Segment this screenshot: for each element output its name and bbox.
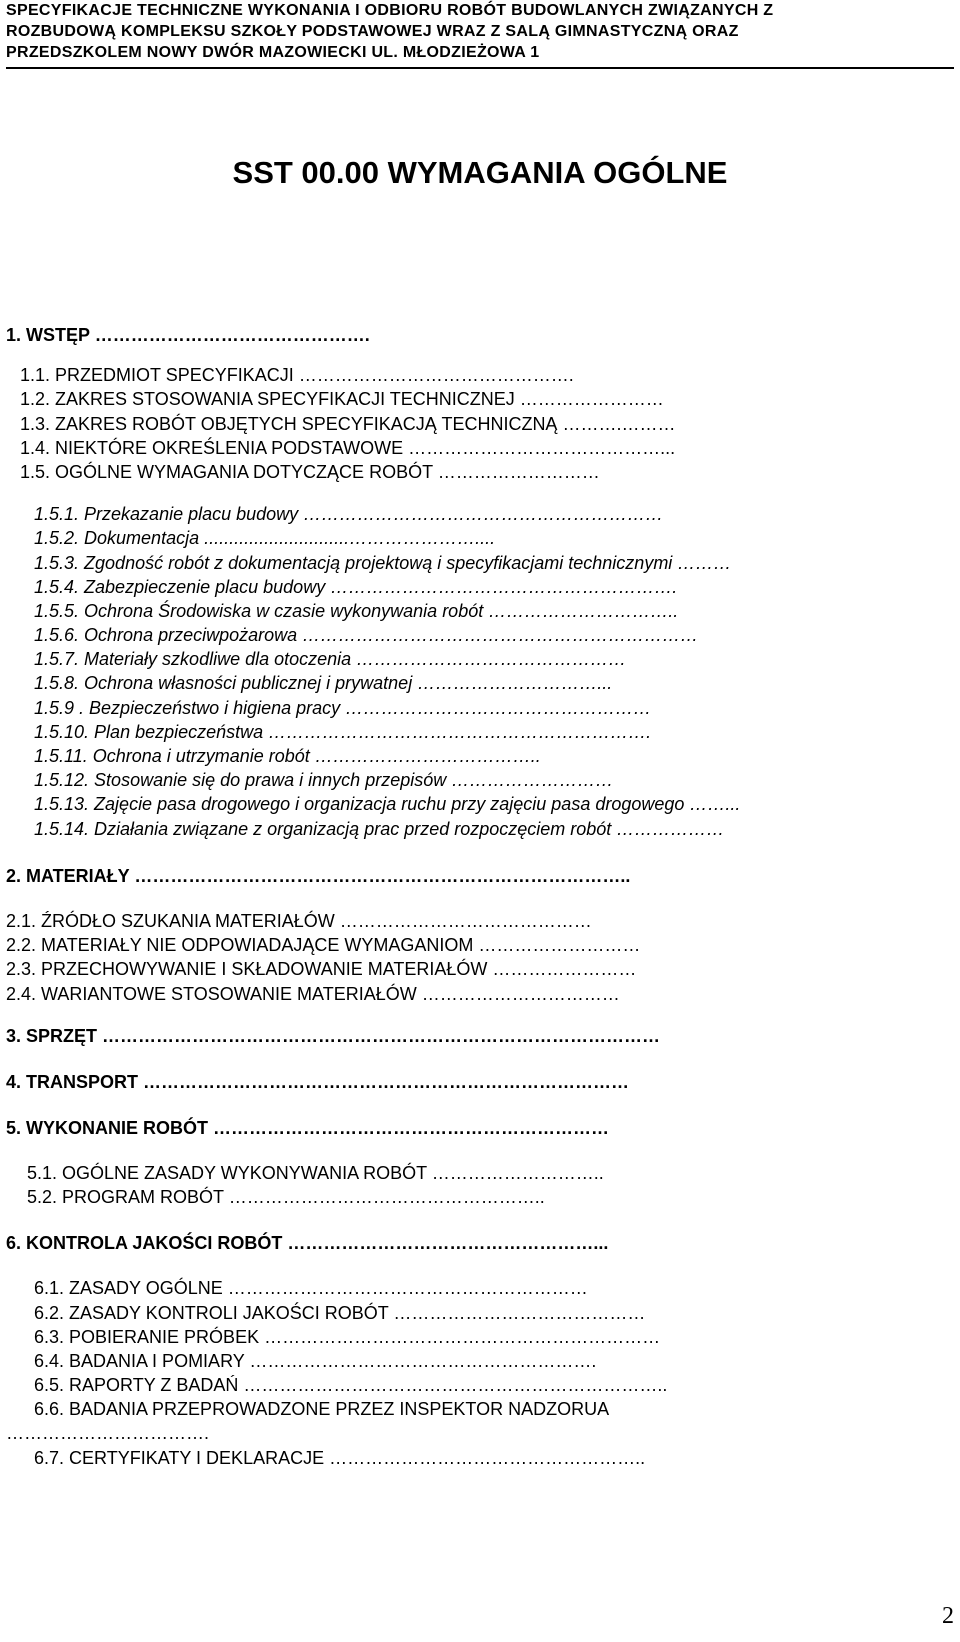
page-title: SST 00.00 WYMAGANIA OGÓLNE — [232, 155, 728, 190]
toc-entry: 2.1. ŹRÓDŁO SZUKANIA MATERIAŁÓW …………………………………… — [6, 911, 592, 931]
toc-entry: 1.4. NIEKTÓRE OKREŚLENIA PODSTAWOWE ……………………………………... — [20, 438, 676, 458]
toc-entry: 1.5.2. Dokumentacja .............................………………….... — [34, 528, 496, 548]
document-header — [6, 0, 954, 69]
toc-entry: ……………………………. — [6, 1423, 210, 1443]
toc-entry: 5. WYKONANIE ROBÓT ………………………………………………………… — [6, 1118, 610, 1138]
toc-entry: 2.3. PRZECHOWYWANIE I SKŁADOWANIE MATERIAŁÓW …………………… — [6, 959, 637, 979]
toc-entry: 2.2. MATERIAŁY NIE ODPOWIADAJĄCE WYMAGANIOM ……………………… — [6, 935, 641, 955]
toc-entry: 6.6. BADANIA PRZEPROWADZONE PRZEZ INSPEKTOR NADZORUA — [34, 1399, 610, 1419]
toc-entry: 1.5. OGÓLNE WYMAGANIA DOTYCZĄCE ROBÓT ……………………… — [20, 462, 600, 482]
toc-entry: 1.5.14. Działania związane z organizacją prac przed rozpoczęciem robót ……………… — [34, 819, 725, 839]
toc-entry: 5.2. PROGRAM ROBÓT …………………………………………….. — [27, 1187, 545, 1207]
toc-entry: 1.5.11. Ochrona i utrzymanie robót ……………………………….. — [34, 746, 541, 766]
toc-entry: 1. WSTĘP ………………………………………. — [6, 325, 370, 345]
toc-entry: 1.5.9 . Bezpieczeństwo i higiena pracy …………………………………………… — [34, 698, 652, 718]
toc-entry: 1.5.13. Zajęcie pasa drogowego i organizacja ruchu przy zajęciu pasa drogowego ……... — [34, 794, 741, 814]
toc-entry: 6.7. CERTYFIKATY I DEKLARACJE …………………………………………….. — [34, 1448, 646, 1468]
toc-entry: 1.5.5. Ochrona Środowiska w czasie wykonywania robót ………………………….. — [34, 601, 679, 621]
toc-entry: 6.4. BADANIA I POMIARY …………………………………………………. — [34, 1351, 597, 1371]
toc-entry: 4. TRANSPORT ……………………………………………………………………… — [6, 1072, 630, 1092]
toc-entry: 1.5.6. Ochrona przeciwpożarowa ………………………………………………………… — [34, 625, 699, 645]
toc-entry: 5.1. OGÓLNE ZASADY WYKONYWANIA ROBÓT ……………………….. — [27, 1163, 604, 1183]
toc-entry: 6.5. RAPORTY Z BADAŃ …………………………………………………………….. — [34, 1375, 668, 1395]
toc-entry: 1.2. ZAKRES STOSOWANIA SPECYFIKACJI TECHNICZNEJ …………………… — [20, 389, 664, 409]
toc-entry: 6.1. ZASADY OGÓLNE …………………………………………………… — [34, 1278, 588, 1298]
toc-entry: 1.3. ZAKRES ROBÓT OBJĘTYCH SPECYFIKACJĄ TECHNICZNĄ ……….……… — [20, 414, 676, 434]
toc-entry: 3. SPRZĘT ………………………………………………………………………………… — [6, 1026, 661, 1046]
toc-entry: 1.5.1. Przekazanie placu budowy …………………………………………………… — [34, 504, 664, 524]
page-number: 2 — [942, 1603, 954, 1629]
toc-entry: 6.2. ZASADY KONTROLI JAKOŚCI ROBÓT …………………………………… — [34, 1303, 646, 1323]
header-line-2: ROZBUDOWĄ KOMPLEKSU SZKOŁY PODSTAWOWEJ WRAZ Z SALĄ GIMNASTYCZNĄ ORAZ — [6, 23, 739, 40]
header-line-3: PRZEDSZKOLEM NOWY DWÓR MAZOWIECKI UL. MŁODZIEŻOWA 1 — [6, 44, 540, 61]
toc-entry: 1.1. PRZEDMIOT SPECYFIKACJI ………………………………………. — [20, 365, 574, 385]
toc-entry: 1.5.7. Materiały szkodliwe dla otoczenia ……………………………………… — [34, 649, 627, 669]
toc-entry: 1.5.4. Zabezpieczenie placu budowy …………………………………………………. — [34, 577, 678, 597]
toc-entry: 2. MATERIAŁY ……………………………………………………………………….. — [6, 866, 631, 886]
toc-entry: 1.5.3. Zgodność robót z dokumentacją projektową i specyfikacjami technicznymi ……… — [34, 553, 732, 573]
toc-entry: 6.3. POBIERANIE PRÓBEK ………………………………………………………… — [34, 1327, 661, 1347]
toc-entry: 6. KONTROLA JAKOŚCI ROBÓT ……………………………………………... — [6, 1233, 609, 1253]
toc-entry: 1.5.12. Stosowanie się do prawa i innych przepisów ……………………… — [34, 770, 614, 790]
toc-entry: 1.5.10. Plan bezpieczeństwa ………………………………………………………. — [34, 722, 652, 742]
toc-entry: 1.5.8. Ochrona własności publicznej i prywatnej …………………………... — [34, 673, 613, 693]
header-line-1: SPECYFIKACJE TECHNICZNE WYKONANIA I ODBIORU ROBÓT BUDOWLANYCH ZWIĄZANYCH Z — [6, 2, 774, 19]
toc-entry: 2.4. WARIANTOWE STOSOWANIE MATERIAŁÓW …………………………… — [6, 984, 620, 1004]
